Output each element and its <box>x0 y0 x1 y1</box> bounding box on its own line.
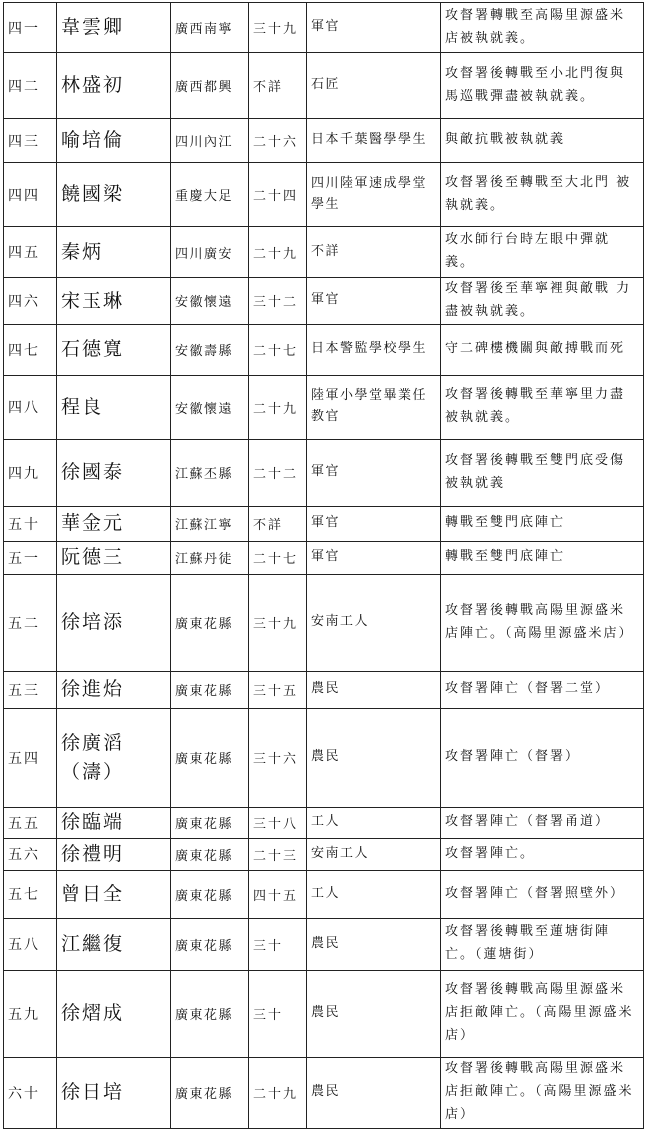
martyr-name: 喻培倫 <box>57 119 171 163</box>
deed-description: 攻督署後至華寧裡與敵戰 力盡被執就義。 <box>441 278 644 325</box>
native-place: 江蘇丕縣 <box>171 439 249 506</box>
martyrs-roster-table <box>3 2 644 1129</box>
table-row <box>4 1057 644 1128</box>
row-number: 五八 <box>4 918 57 970</box>
table-row <box>4 3 644 53</box>
age: 二十七 <box>249 541 307 574</box>
martyr-name: 徐培添 <box>57 574 171 671</box>
deed-description: 攻督署後轉戰至小北門復與馬巡戰彈盡被執就義。 <box>441 53 644 119</box>
age: 二十三 <box>249 838 307 870</box>
martyr-name: 韋雲卿 <box>57 3 171 53</box>
martyr-name: 石德寬 <box>57 324 171 375</box>
occupation: 石匠 <box>307 53 441 119</box>
occupation: 農民 <box>307 918 441 970</box>
age: 不詳 <box>249 53 307 119</box>
martyr-name: 林盛初 <box>57 53 171 119</box>
native-place: 安徽壽縣 <box>171 324 249 375</box>
occupation: 不詳 <box>307 227 441 278</box>
row-number: 四三 <box>4 119 57 163</box>
native-place: 江蘇江寧 <box>171 506 249 541</box>
row-number: 五十 <box>4 506 57 541</box>
occupation: 軍官 <box>307 439 441 506</box>
martyr-name: 徐臨端 <box>57 807 171 838</box>
age: 三十五 <box>249 671 307 708</box>
deed-description: 攻督署轉戰至高陽里源盛米店被執就義。 <box>441 3 644 53</box>
native-place: 廣西都興 <box>171 53 249 119</box>
deed-description: 攻督署陣亡（督署） <box>441 708 644 807</box>
age: 二十九 <box>249 1057 307 1128</box>
occupation: 農民 <box>307 671 441 708</box>
deed-description: 攻督署後轉戰至雙門底受傷被執就義 <box>441 439 644 506</box>
deed-description: 攻水師行台時左眼中彈就義。 <box>441 227 644 278</box>
native-place: 四川內江 <box>171 119 249 163</box>
deed-description: 攻督署陣亡。 <box>441 838 644 870</box>
table-row <box>4 574 644 671</box>
row-number: 五七 <box>4 870 57 918</box>
table-row <box>4 970 644 1057</box>
occupation: 日本千葉醫學學生 <box>307 119 441 163</box>
martyr-name: 宋玉琳 <box>57 278 171 325</box>
occupation: 安南工人 <box>307 838 441 870</box>
row-number: 五四 <box>4 708 57 807</box>
roster-page <box>3 2 643 1140</box>
table-row <box>4 541 644 574</box>
row-number: 五五 <box>4 807 57 838</box>
occupation: 軍官 <box>307 506 441 541</box>
martyr-name: 徐熠成 <box>57 970 171 1057</box>
table-row <box>4 278 644 325</box>
native-place: 江蘇丹徒 <box>171 541 249 574</box>
age: 三十 <box>249 970 307 1057</box>
row-number: 四六 <box>4 278 57 325</box>
row-number: 四八 <box>4 375 57 439</box>
age: 不詳 <box>249 506 307 541</box>
deed-description: 攻督署後轉戰至蓮塘街陣亡。（蓮塘街） <box>441 918 644 970</box>
age: 二十二 <box>249 439 307 506</box>
occupation: 軍官 <box>307 541 441 574</box>
native-place: 安徽懷遠 <box>171 278 249 325</box>
native-place: 廣東花縣 <box>171 918 249 970</box>
occupation: 農民 <box>307 970 441 1057</box>
row-number: 五六 <box>4 838 57 870</box>
row-number: 五三 <box>4 671 57 708</box>
row-number: 五九 <box>4 970 57 1057</box>
table-row <box>4 918 644 970</box>
table-row <box>4 807 644 838</box>
native-place: 廣東花縣 <box>171 838 249 870</box>
age: 二十四 <box>249 163 307 227</box>
native-place: 廣東花縣 <box>171 807 249 838</box>
table-row <box>4 671 644 708</box>
martyr-name: 徐禮明 <box>57 838 171 870</box>
table-row <box>4 870 644 918</box>
native-place: 廣東花縣 <box>171 574 249 671</box>
native-place: 重慶大足 <box>171 163 249 227</box>
row-number: 四一 <box>4 3 57 53</box>
table-row <box>4 506 644 541</box>
occupation: 四川陸軍速成學堂學生 <box>307 163 441 227</box>
table-row <box>4 439 644 506</box>
deed-description: 轉戰至雙門底陣亡 <box>441 541 644 574</box>
martyr-name: 江繼復 <box>57 918 171 970</box>
age: 三十六 <box>249 708 307 807</box>
occupation: 農民 <box>307 708 441 807</box>
martyr-name: 曾日全 <box>57 870 171 918</box>
age: 三十八 <box>249 807 307 838</box>
occupation: 日本警監學校學生 <box>307 324 441 375</box>
deed-description: 與敵抗戰被執就義 <box>441 119 644 163</box>
age: 二十六 <box>249 119 307 163</box>
martyr-name: 阮德三 <box>57 541 171 574</box>
martyr-name: 徐廣滔（濤） <box>57 708 171 807</box>
deed-description: 攻督署後轉戰至華寧里力盡被執就義。 <box>441 375 644 439</box>
table-row <box>4 838 644 870</box>
martyr-name: 華金元 <box>57 506 171 541</box>
age: 三十九 <box>249 3 307 53</box>
native-place: 廣東花縣 <box>171 671 249 708</box>
martyr-name: 饒國梁 <box>57 163 171 227</box>
row-number: 五一 <box>4 541 57 574</box>
roster-body <box>4 3 644 1129</box>
martyr-name: 徐國泰 <box>57 439 171 506</box>
age: 三十 <box>249 918 307 970</box>
deed-description: 攻督署陣亡（督署照壁外） <box>441 870 644 918</box>
occupation: 軍官 <box>307 278 441 325</box>
martyr-name: 秦炳 <box>57 227 171 278</box>
table-row <box>4 324 644 375</box>
deed-description: 攻督署後轉戰高陽里源盛米店拒敵陣亡。（高陽里源盛米店） <box>441 1057 644 1128</box>
row-number: 四二 <box>4 53 57 119</box>
row-number: 五二 <box>4 574 57 671</box>
table-row <box>4 53 644 119</box>
martyr-name: 徐日培 <box>57 1057 171 1128</box>
native-place: 安徽懷遠 <box>171 375 249 439</box>
row-number: 四九 <box>4 439 57 506</box>
age: 三十二 <box>249 278 307 325</box>
occupation: 農民 <box>307 1057 441 1128</box>
row-number: 四四 <box>4 163 57 227</box>
native-place: 廣東花縣 <box>171 970 249 1057</box>
deed-description: 攻督署後至轉戰至大北門 被執就義。 <box>441 163 644 227</box>
occupation: 工人 <box>307 870 441 918</box>
native-place: 廣東花縣 <box>171 870 249 918</box>
age: 四十五 <box>249 870 307 918</box>
martyr-name: 程良 <box>57 375 171 439</box>
occupation: 陸軍小學堂畢業任教官 <box>307 375 441 439</box>
row-number: 六十 <box>4 1057 57 1128</box>
native-place: 廣東花縣 <box>171 1057 249 1128</box>
age: 二十九 <box>249 375 307 439</box>
occupation: 工人 <box>307 807 441 838</box>
age: 二十九 <box>249 227 307 278</box>
row-number: 四五 <box>4 227 57 278</box>
deed-description: 轉戰至雙門底陣亡 <box>441 506 644 541</box>
native-place: 廣東花縣 <box>171 708 249 807</box>
age: 二十七 <box>249 324 307 375</box>
deed-description: 攻督署後轉戰高陽里源盛米店陣亡。（高陽里源盛米店） <box>441 574 644 671</box>
age: 三十九 <box>249 574 307 671</box>
occupation: 軍官 <box>307 3 441 53</box>
deed-description: 攻督署陣亡（督署甬道） <box>441 807 644 838</box>
table-row <box>4 119 644 163</box>
table-row <box>4 375 644 439</box>
deed-description: 攻督署陣亡（督署二堂） <box>441 671 644 708</box>
row-number: 四七 <box>4 324 57 375</box>
deed-description: 守二碑樓機關與敵搏戰而死 <box>441 324 644 375</box>
martyr-name: 徐進炲 <box>57 671 171 708</box>
native-place: 四川廣安 <box>171 227 249 278</box>
table-row <box>4 708 644 807</box>
native-place: 廣西南寧 <box>171 3 249 53</box>
table-row <box>4 163 644 227</box>
occupation: 安南工人 <box>307 574 441 671</box>
table-row <box>4 227 644 278</box>
deed-description: 攻督署後轉戰高陽里源盛米店拒敵陣亡。（高陽里源盛米店） <box>441 970 644 1057</box>
